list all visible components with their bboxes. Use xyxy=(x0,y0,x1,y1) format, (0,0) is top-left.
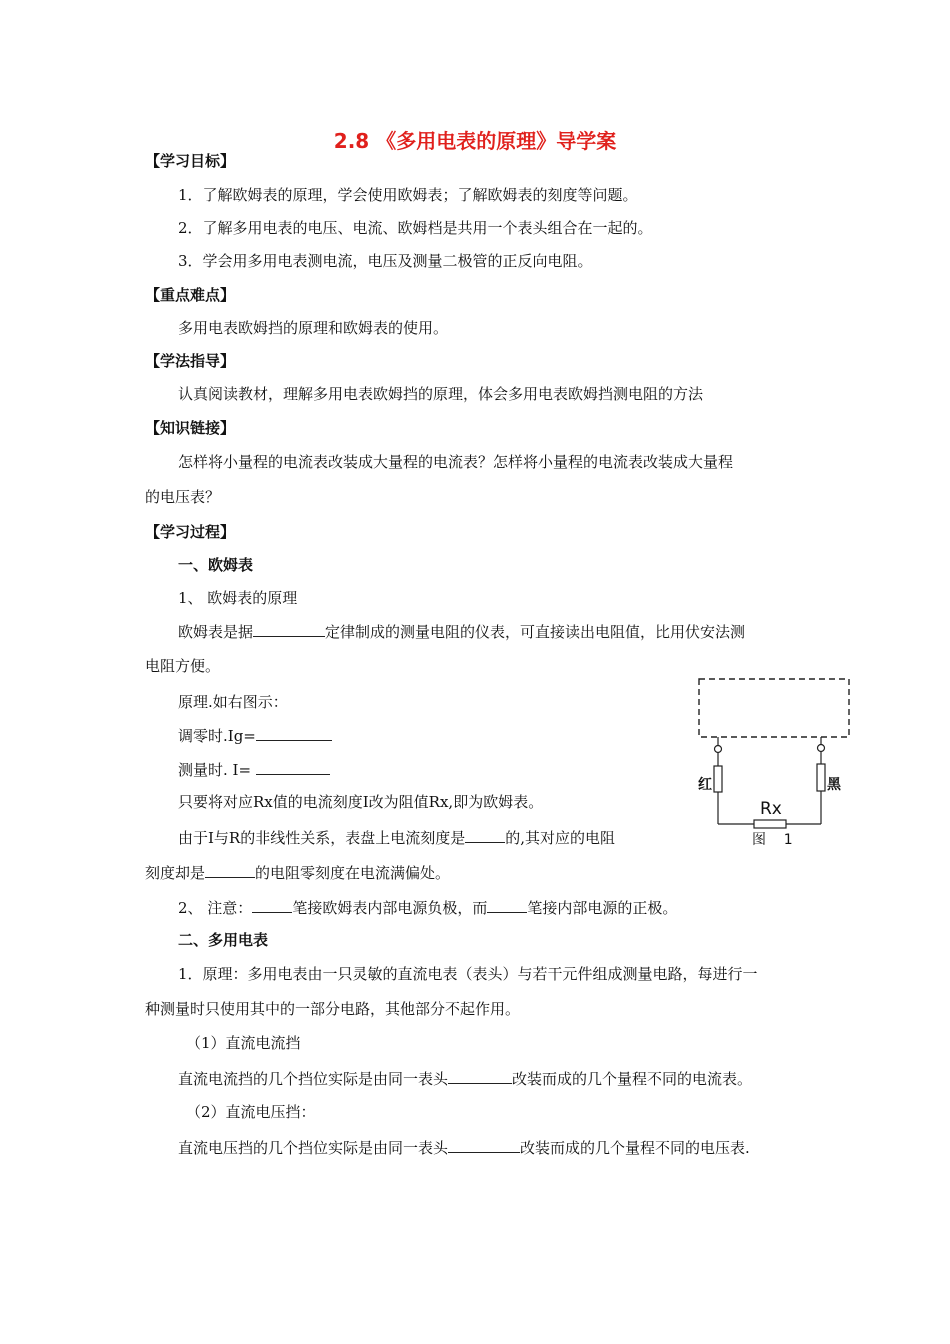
text-segment: 笔接内部电源的正极。 xyxy=(527,899,678,917)
page-title: 2.8 《多用电表的原理》导学案 xyxy=(333,129,617,153)
text-segment: 的电阻零刻度在电流满偏处。 xyxy=(255,864,451,882)
left-terminal xyxy=(715,746,722,753)
resistor-rx xyxy=(754,820,786,828)
text-segment: 的,其对应的电阻 xyxy=(505,829,616,847)
dc-current-line xyxy=(178,1068,752,1089)
subheading-ohmmeter: 一、欧姆表 xyxy=(178,556,254,574)
fill-blank-law[interactable] xyxy=(253,621,325,637)
text-segment: 改装而成的几个量程不同的电流表。 xyxy=(512,1070,753,1088)
text-segment: 调零时.Ig= xyxy=(178,727,256,745)
measure-line xyxy=(178,759,330,780)
method-guide-text: 认真阅读教材，理解多用电表欧姆挡的原理，体会多用电表欧姆挡测电阻的方法 xyxy=(178,385,704,403)
attention-line xyxy=(178,897,677,918)
fill-blank-voltage-method[interactable] xyxy=(448,1137,520,1153)
fill-blank-i[interactable] xyxy=(256,759,330,775)
heading-learning-process: 【学习过程】 xyxy=(145,523,236,541)
heading-method-guide: 【学法指导】 xyxy=(145,352,236,370)
text-segment: 测量时. I= xyxy=(178,761,256,779)
text-segment: 由于Ⅰ与R的非线性关系，表盘上电流刻度是 xyxy=(178,829,466,847)
ohmmeter-principle-heading: 1、 欧姆表的原理 xyxy=(178,589,298,607)
text-segment: 笔接欧姆表内部电源负极，而 xyxy=(292,899,488,917)
knowledge-link-line-1: 怎样将小量程的电流表改装成大量程的电流表？怎样将小量程的电流表改装成大量程 xyxy=(178,453,734,471)
fill-blank-current-scale[interactable] xyxy=(465,827,505,843)
text-segment: 定律制成的测量电阻的仪表，可直接读出电阻值，比用伏安法测 xyxy=(325,623,746,641)
nonlinear-line-1 xyxy=(178,827,615,848)
label-rx: Rx xyxy=(760,799,782,819)
scale-conversion-line: 只要将对应Rx值的电流刻度Ⅰ改为阻值Rx,即为欧姆表。 xyxy=(178,793,544,811)
goal-item-2: 2．了解多用电表的电压、电流、欧姆档是共用一个表头组合在一起的。 xyxy=(178,219,653,237)
heading-learning-goals: 【学习目标】 xyxy=(145,152,236,170)
dashed-meter-box xyxy=(699,679,849,737)
label-red: 红 xyxy=(698,777,712,793)
dc-voltage-line xyxy=(178,1137,750,1158)
text-segment: 直流电压挡的几个挡位实际是由同一表头 xyxy=(178,1139,449,1157)
text-segment: 改装而成的几个量程不同的电压表. xyxy=(520,1139,750,1157)
ohmmeter-principle-line-1 xyxy=(178,621,745,642)
heading-knowledge-link: 【知识链接】 xyxy=(145,419,236,437)
black-probe xyxy=(817,764,825,791)
ohmmeter-circuit-figure xyxy=(690,672,860,852)
fill-blank-probe-2[interactable] xyxy=(487,897,527,913)
text-segment: 2、 注意： xyxy=(178,899,253,917)
knowledge-link-line-2: 的电压表？ xyxy=(145,488,221,506)
principle-see-figure: 原理.如右图示： xyxy=(178,693,288,711)
right-terminal xyxy=(818,745,825,752)
subheading-multimeter: 二、多用电表 xyxy=(178,931,269,949)
zero-adjust-line xyxy=(178,725,332,746)
text-segment: 欧姆表是据 xyxy=(178,623,254,641)
label-black: 黑 xyxy=(827,777,841,793)
dc-voltage-heading: （2）直流电压挡： xyxy=(186,1103,316,1121)
dc-current-heading: （1）直流电流挡 xyxy=(186,1034,301,1052)
text-segment: 刻度却是 xyxy=(145,864,206,882)
fill-blank-current-method[interactable] xyxy=(448,1068,512,1084)
red-probe xyxy=(714,766,722,792)
heading-key-points: 【重点难点】 xyxy=(145,286,236,304)
ohmmeter-principle-line-2: 电阻方便。 xyxy=(145,657,221,675)
nonlinear-line-2 xyxy=(145,862,450,883)
key-points-text: 多用电表欧姆挡的原理和欧姆表的使用。 xyxy=(178,319,449,337)
goal-item-3: 3．学会用多用电表测电流，电压及测量二极管的正反向电阻。 xyxy=(178,252,593,270)
fill-blank-ig[interactable] xyxy=(256,725,332,741)
figure-caption: 图 1 xyxy=(752,832,793,848)
multimeter-principle-line-1: 1．原理：多用电表由一只灵敏的直流电表（表头）与若干元件组成测量电路，每进行一 xyxy=(178,965,758,983)
goal-item-1: 1．了解欧姆表的原理，学会使用欧姆表；了解欧姆表的刻度等问题。 xyxy=(178,186,638,204)
multimeter-principle-line-2: 种测量时只使用其中的一部分电路，其他部分不起作用。 xyxy=(145,1000,521,1018)
fill-blank-resistance-scale[interactable] xyxy=(205,862,255,878)
text-segment: 直流电流挡的几个挡位实际是由同一表头 xyxy=(178,1070,449,1088)
fill-blank-probe-1[interactable] xyxy=(252,897,292,913)
